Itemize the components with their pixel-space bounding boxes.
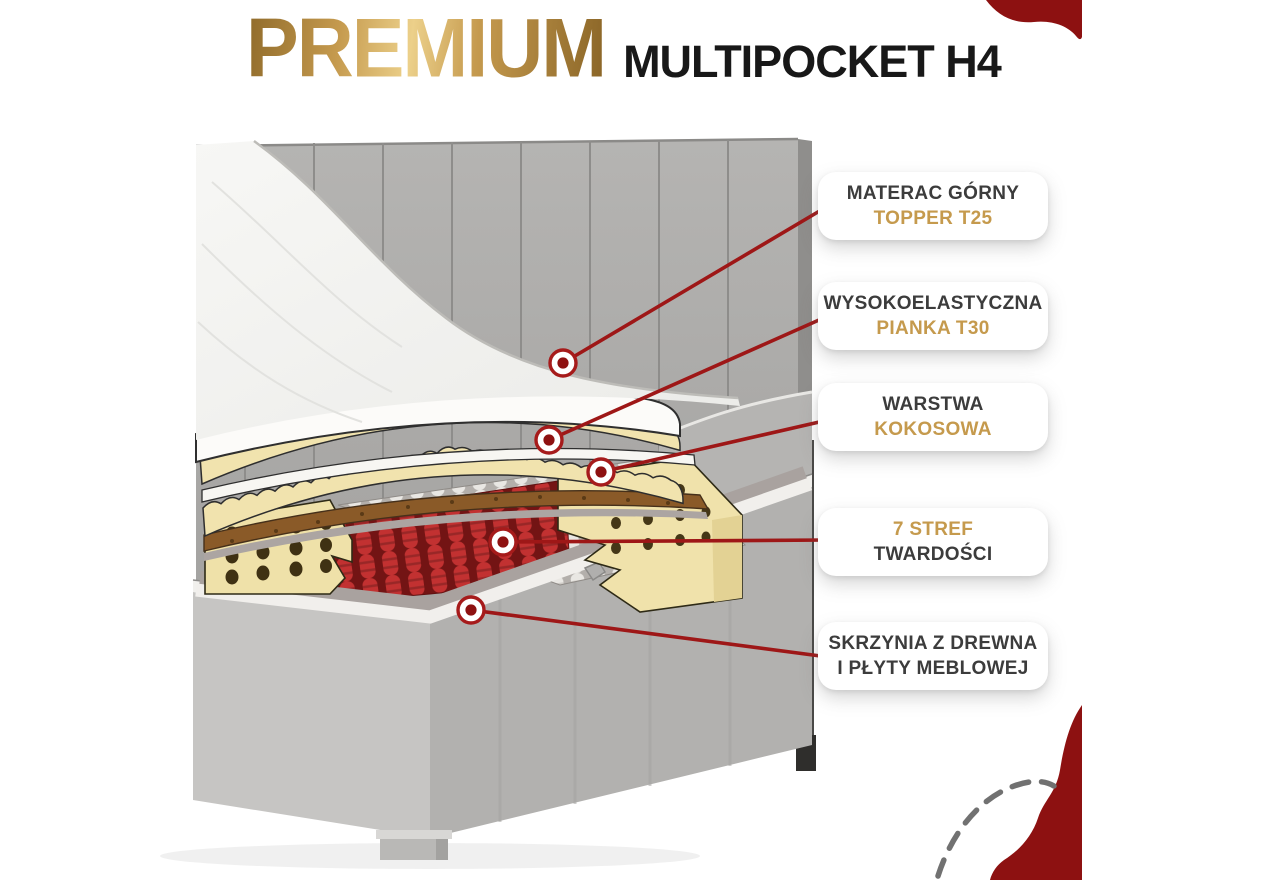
- callout-card-line: WARSTWA: [882, 393, 984, 415]
- callout-card-line: KOKOSOWA: [874, 419, 992, 440]
- callout-marker-2: [536, 427, 562, 453]
- callout-card-foam: [818, 282, 1048, 350]
- base-left-face: [193, 592, 430, 838]
- callout-card-zones: [818, 508, 1048, 576]
- callout-card-line: MATERAC GÓRNY: [846, 182, 1020, 204]
- callout-card-topper: [818, 172, 1048, 240]
- callout-card-line: TWARDOŚCI: [873, 544, 993, 565]
- callout-line-4: [503, 540, 828, 542]
- callout-card-line: TOPPER T25: [873, 208, 993, 229]
- corner-blob-bottom-right: [990, 705, 1082, 880]
- callout-marker-5: [458, 597, 484, 623]
- title-model: MULTIPOCKET H4: [623, 36, 1001, 87]
- bed-leg: [376, 830, 452, 860]
- callout-marker-1: [550, 350, 576, 376]
- callout-marker-4: [490, 529, 516, 555]
- callout-card-line: PIANKA T30: [876, 318, 990, 339]
- callout-card-coconut: [818, 383, 1048, 451]
- callout-card-line: SKRZYNIA Z DREWNA: [828, 632, 1038, 654]
- callout-card-line: I PŁYTY MEBLOWEJ: [837, 658, 1029, 679]
- title-brand: PREMIUM: [246, 0, 606, 95]
- callout-card-line: WYSOKOELASTYCZNA: [823, 292, 1043, 314]
- callout-card-line: 7 STREF: [892, 518, 974, 540]
- callout-card-box: [818, 622, 1048, 690]
- callout-marker-3: [588, 459, 614, 485]
- page-title: [246, 0, 1001, 95]
